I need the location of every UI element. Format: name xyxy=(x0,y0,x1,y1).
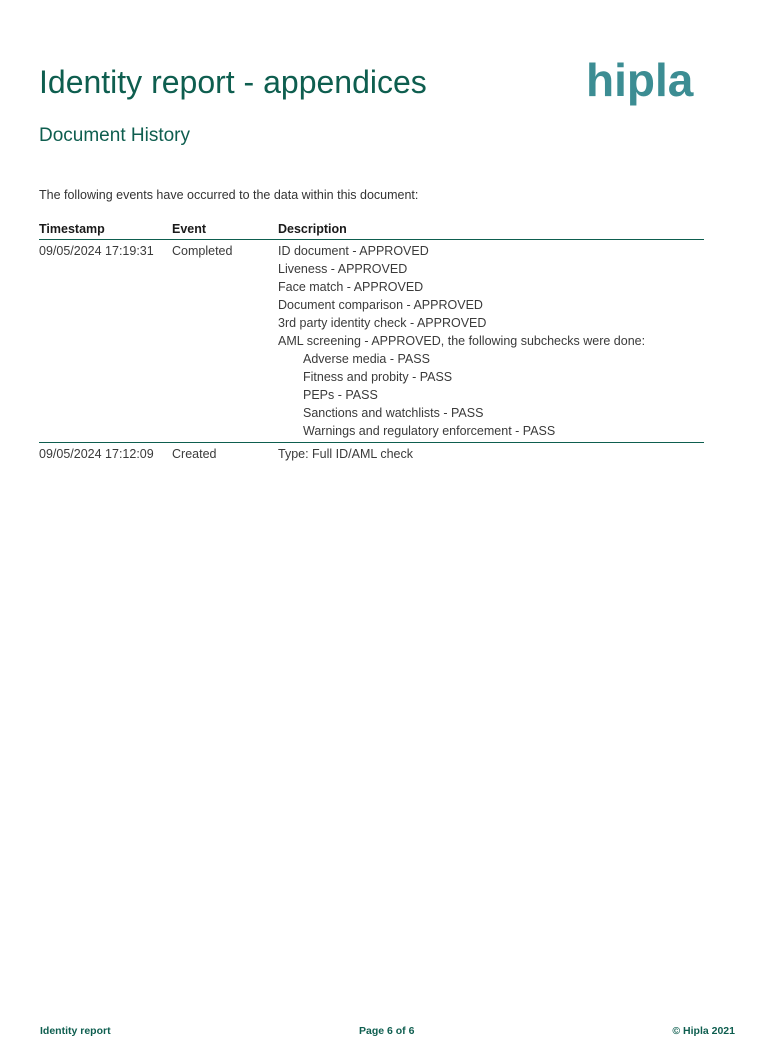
description-line: Liveness - APPROVED xyxy=(278,262,408,276)
footer-copyright: © Hipla 2021 xyxy=(672,1025,735,1037)
table-row xyxy=(39,240,704,443)
timestamp-cell: 09/05/2024 17:19:31 xyxy=(39,240,172,443)
column-header-timestamp: Timestamp xyxy=(39,220,172,240)
intro-text: The following events have occurred to the data within this document: xyxy=(39,188,419,202)
description-line: Face match - APPROVED xyxy=(278,280,424,294)
subcheck-line: PEPs - PASS xyxy=(303,388,378,402)
page-title: Identity report - appendices xyxy=(39,64,427,100)
table-row xyxy=(39,443,704,466)
description-cell: Type: Full ID/AML check xyxy=(278,447,413,461)
table-header-row xyxy=(39,220,704,240)
footer-report-name: Identity report xyxy=(40,1025,111,1037)
footer-page-number: Page 6 of 6 xyxy=(359,1025,415,1037)
description-line: ID document - APPROVED xyxy=(278,244,429,258)
subcheck-line: Warnings and regulatory enforcement - PASS xyxy=(303,424,556,438)
hipla-logo: hipla xyxy=(586,54,694,106)
subcheck-line: Fitness and probity - PASS xyxy=(303,370,453,384)
timestamp-cell: 09/05/2024 17:12:09 xyxy=(39,447,154,461)
column-header-description: Description xyxy=(278,220,704,240)
document-history-table xyxy=(39,220,704,465)
description-line: 3rd party identity check - APPROVED xyxy=(278,316,487,330)
subcheck-line: Adverse media - PASS xyxy=(303,352,430,366)
column-header-event: Event xyxy=(172,220,278,240)
description-line: Document comparison - APPROVED xyxy=(278,298,483,312)
event-cell: Completed xyxy=(172,240,278,443)
subcheck-line: Sanctions and watchlists - PASS xyxy=(303,406,484,420)
event-cell: Created xyxy=(172,447,217,461)
description-line: AML screening - APPROVED, the following subchecks were done: xyxy=(278,334,646,348)
description-cell xyxy=(278,240,704,443)
section-title: Document History xyxy=(39,125,190,146)
